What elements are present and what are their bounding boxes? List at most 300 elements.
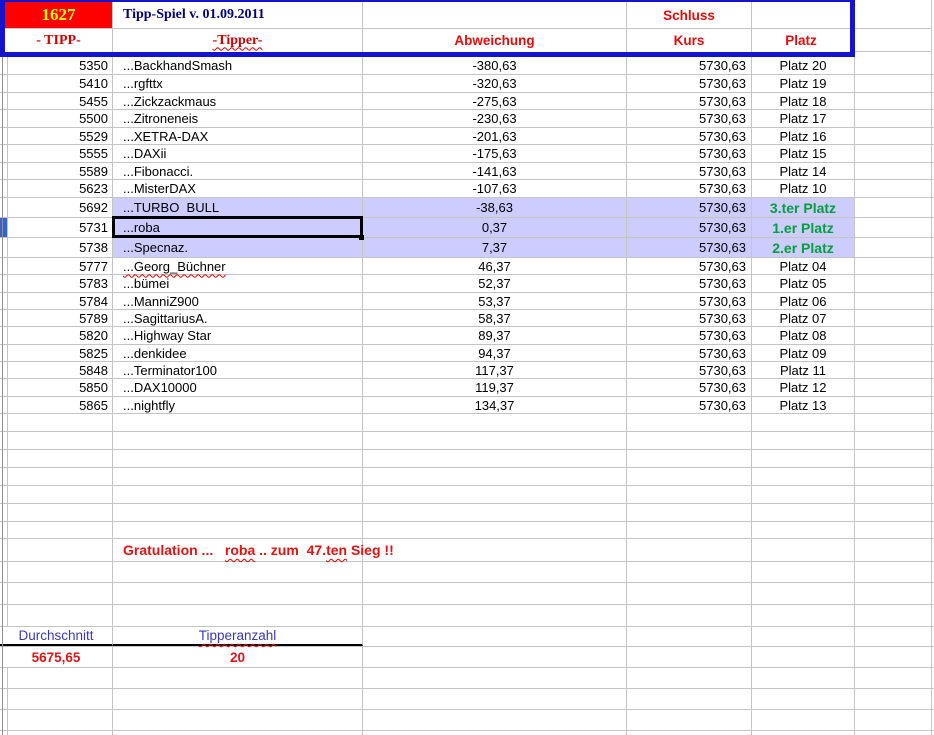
tipper-name: ...Zitroneneis <box>123 111 199 126</box>
cell-kurs[interactable]: 5730,63 <box>627 145 752 162</box>
tipper-name: ...SagittariusA. <box>123 310 208 326</box>
cell-kurs[interactable]: 5730,63 <box>627 275 752 292</box>
cell-tipp[interactable]: 5500 <box>8 110 113 127</box>
platz-header-label: Platz <box>785 33 817 48</box>
cell-kurs[interactable]: 5730,63 <box>627 128 752 144</box>
table-row <box>0 310 934 327</box>
col-header-tipper[interactable] <box>113 29 363 52</box>
cell-empty[interactable] <box>113 504 363 521</box>
cell-empty[interactable] <box>627 710 752 730</box>
cell-empty[interactable] <box>752 647 855 667</box>
cell-abweichung[interactable]: 58,37 <box>363 310 627 326</box>
cell-empty[interactable] <box>8 450 113 467</box>
table-row <box>0 627 934 647</box>
table-row <box>0 710 934 731</box>
table-row <box>0 647 934 668</box>
cell-empty[interactable] <box>8 710 113 730</box>
cell-abweichung[interactable]: 0,37 <box>363 218 627 237</box>
cell-tipper[interactable] <box>113 57 363 74</box>
cell-abweichung[interactable]: -320,63 <box>363 75 627 92</box>
cell-empty[interactable] <box>627 647 752 667</box>
cell-empty[interactable] <box>855 731 932 735</box>
table-row <box>0 379 934 397</box>
cell-empty[interactable] <box>855 145 932 162</box>
tipper-name: ...XETRA-DAX <box>123 128 209 144</box>
cell-empty[interactable] <box>855 486 932 503</box>
cell-empty[interactable] <box>627 689 752 709</box>
header-right-strip <box>855 0 932 57</box>
cell-empty[interactable] <box>113 668 363 688</box>
cell-empty[interactable] <box>363 539 627 561</box>
tipper-name: ...DAXii <box>123 146 167 161</box>
durchschnitt-value: 5675,65 <box>31 649 81 665</box>
tipperanzahl-value-cell[interactable] <box>113 647 363 667</box>
cell-empty[interactable] <box>752 504 855 521</box>
cell-empty[interactable] <box>855 128 932 144</box>
cell-platz[interactable]: Platz 19 <box>752 75 855 92</box>
cell-tipper[interactable] <box>113 128 363 144</box>
cell-empty[interactable] <box>363 468 627 485</box>
game-number: 1627 <box>41 5 76 24</box>
cell-tipp[interactable]: 5820 <box>8 327 113 344</box>
cell-tipp[interactable]: 5777 <box>8 258 113 274</box>
cell-empty[interactable] <box>855 647 932 667</box>
durchschnitt-label-cell[interactable] <box>0 627 113 646</box>
tipper-name: ...Highway Star <box>123 328 212 343</box>
cell-abweichung[interactable]: -380,63 <box>363 57 627 74</box>
cell-empty[interactable] <box>8 414 113 431</box>
cell-empty[interactable] <box>363 689 627 709</box>
cell-empty[interactable] <box>363 710 627 730</box>
cell-empty[interactable] <box>8 468 113 485</box>
cell-tipper[interactable] <box>113 238 363 257</box>
cell-empty[interactable] <box>855 180 932 197</box>
cell-empty[interactable] <box>627 668 752 688</box>
cell-empty[interactable] <box>627 486 752 503</box>
cell-tipper[interactable] <box>113 327 363 344</box>
col-header-tipp[interactable] <box>5 29 113 52</box>
gratulation-cell[interactable] <box>113 539 394 561</box>
cell-empty[interactable] <box>855 218 932 237</box>
cell-platz[interactable]: Platz 08 <box>752 327 855 344</box>
cell-empty[interactable] <box>752 539 855 561</box>
table-row <box>0 75 934 93</box>
table-row <box>0 163 934 180</box>
table-row <box>0 450 934 468</box>
cell-platz[interactable]: Platz 20 <box>752 57 855 74</box>
cell-kurs[interactable]: 5730,63 <box>627 110 752 127</box>
gratulation-segment: .. zum 47. <box>255 542 327 558</box>
table-row <box>0 293 934 310</box>
cell-empty[interactable] <box>627 522 752 538</box>
table-row <box>0 414 934 432</box>
durchschnitt-value-cell[interactable] <box>0 647 113 667</box>
tipperanzahl-label: Tipperanzahl <box>198 628 277 643</box>
cell-empty[interactable] <box>8 668 113 688</box>
cell-kurs[interactable]: 5730,63 <box>627 258 752 274</box>
cell-empty[interactable] <box>113 710 363 730</box>
cell-platz[interactable]: Platz 17 <box>752 110 855 127</box>
table-row <box>0 218 934 238</box>
cell-empty[interactable] <box>363 668 627 688</box>
cell-abweichung[interactable]: 7,37 <box>363 238 627 257</box>
cell-platz[interactable]: Platz 07 <box>752 310 855 326</box>
header-right-cell[interactable] <box>855 29 931 52</box>
cell-tipp[interactable]: 5623 <box>8 180 113 197</box>
cell-empty[interactable] <box>752 731 855 735</box>
game-number-cell[interactable] <box>5 2 113 28</box>
cell-empty[interactable] <box>627 432 752 449</box>
cell-empty[interactable] <box>855 275 932 292</box>
cell-kurs[interactable]: 5730,63 <box>627 218 752 237</box>
cell-empty[interactable] <box>627 605 752 626</box>
cell-empty[interactable] <box>8 605 113 626</box>
cell-empty[interactable] <box>855 163 932 179</box>
gratulation-text <box>113 542 394 558</box>
cell-empty[interactable] <box>363 486 627 503</box>
cell-empty[interactable] <box>752 414 855 431</box>
cell-empty[interactable] <box>8 689 113 709</box>
gratulation-segment: Sieg !! <box>347 542 394 558</box>
cell-platz[interactable]: Platz 15 <box>752 145 855 162</box>
cell-tipp[interactable]: 5825 <box>8 345 113 361</box>
cell-empty[interactable] <box>627 468 752 485</box>
cell-empty[interactable] <box>855 504 932 521</box>
cell-kurs[interactable]: 5730,63 <box>627 379 752 396</box>
table-row <box>0 128 934 145</box>
tipper-name: ...MisterDAX <box>123 181 196 196</box>
cell-kurs[interactable]: 5730,63 <box>627 345 752 361</box>
cell-kurs[interactable]: 5730,63 <box>627 198 752 217</box>
schluss-header-cell[interactable] <box>627 2 752 28</box>
sheet-edge-line <box>2 57 3 735</box>
cell-abweichung[interactable]: 53,37 <box>363 293 627 309</box>
cell-empty[interactable] <box>627 504 752 521</box>
table-row <box>0 605 934 627</box>
cell-empty[interactable] <box>113 450 363 467</box>
cell-platz[interactable]: Platz 16 <box>752 128 855 144</box>
tipper-name: ...nightfly <box>123 397 176 413</box>
cell-kurs[interactable]: 5730,63 <box>627 327 752 344</box>
cell-tipper[interactable] <box>113 145 363 162</box>
table-row <box>0 327 934 345</box>
cell-empty[interactable] <box>8 486 113 503</box>
cell-platz[interactable]: Platz 10 <box>752 180 855 197</box>
cell-empty[interactable] <box>113 562 363 582</box>
cell-empty[interactable] <box>855 57 932 74</box>
cell-empty[interactable] <box>752 450 855 467</box>
cell-empty[interactable] <box>855 450 932 467</box>
cell-empty[interactable] <box>363 605 627 626</box>
cell-empty[interactable] <box>8 539 113 561</box>
cell-kurs[interactable]: 5730,63 <box>627 397 752 413</box>
cell-empty[interactable] <box>627 627 752 646</box>
cell-empty[interactable] <box>627 562 752 582</box>
tipperanzahl-label-cell[interactable] <box>113 627 363 646</box>
cell-empty[interactable] <box>363 504 627 521</box>
table-row <box>0 345 934 362</box>
cell-empty[interactable] <box>855 397 932 413</box>
cell-tipp[interactable]: 5529 <box>8 128 113 144</box>
tipper-name: ...BackhandSmash <box>123 58 233 73</box>
cell-tipp[interactable]: 5350 <box>8 57 113 74</box>
cell-tipp[interactable]: 5865 <box>8 397 113 413</box>
cell-empty[interactable] <box>113 731 363 735</box>
cell-kurs[interactable]: 5730,63 <box>627 57 752 74</box>
cell-kurs[interactable]: 5730,63 <box>627 163 752 179</box>
cell-empty[interactable] <box>113 432 363 449</box>
cell-empty[interactable] <box>855 362 932 378</box>
cell-empty[interactable] <box>752 522 855 538</box>
cell-abweichung[interactable]: 134,37 <box>363 397 627 413</box>
cell-abweichung[interactable]: 89,37 <box>363 327 627 344</box>
cell-empty[interactable] <box>855 238 932 257</box>
table-row <box>0 486 934 504</box>
cell-abweichung[interactable]: 52,37 <box>363 275 627 292</box>
cell-tipper[interactable] <box>113 275 363 292</box>
cell-empty[interactable] <box>855 198 932 217</box>
tipper-name: ...DAX10000 <box>123 380 197 395</box>
cell-tipp[interactable]: 5850 <box>8 379 113 396</box>
cell-empty[interactable] <box>113 414 363 431</box>
cell-tipp[interactable]: 5731 <box>8 218 113 237</box>
header-right-cell[interactable] <box>855 0 931 29</box>
durchschnitt-label: Durchschnitt <box>18 628 94 643</box>
col-header-kurs[interactable] <box>627 29 752 52</box>
tipper-name: ...denkidee <box>123 345 187 361</box>
cell-abweichung[interactable]: -275,63 <box>363 93 627 109</box>
table-row <box>0 258 934 275</box>
cell-empty[interactable] <box>855 110 932 127</box>
cell-tipper[interactable] <box>113 163 363 179</box>
cell-tipp[interactable]: 5692 <box>8 198 113 217</box>
cell-empty[interactable] <box>752 468 855 485</box>
tipper-header-label: -Tipper- <box>212 32 263 48</box>
cell-empty[interactable] <box>752 668 855 688</box>
cell-tipper[interactable] <box>113 110 363 127</box>
cell-empty[interactable] <box>627 731 752 735</box>
cell-empty[interactable] <box>855 605 932 626</box>
cell-empty[interactable] <box>627 414 752 431</box>
schluss-label: Schluss <box>663 7 715 23</box>
table-row <box>0 504 934 522</box>
gratulation-segment: roba <box>224 542 256 558</box>
cell-empty[interactable] <box>363 522 627 538</box>
cell-empty[interactable] <box>627 583 752 604</box>
cell-tipper[interactable] <box>113 362 363 378</box>
cell-kurs[interactable]: 5730,63 <box>627 293 752 309</box>
cell-abweichung[interactable]: 117,37 <box>363 362 627 378</box>
cell-abweichung[interactable]: -107,63 <box>363 180 627 197</box>
cell-empty[interactable] <box>8 504 113 521</box>
cell-tipp[interactable]: 5589 <box>8 163 113 179</box>
cell-tipper[interactable] <box>113 198 363 217</box>
cell-empty[interactable] <box>363 731 627 735</box>
cell-empty[interactable] <box>855 432 932 449</box>
cell-abweichung[interactable]: 119,37 <box>363 379 627 396</box>
cell-empty[interactable] <box>627 539 752 561</box>
cell-kurs[interactable]: 5730,63 <box>627 310 752 326</box>
cell-empty[interactable] <box>855 310 932 326</box>
cell-empty[interactable] <box>113 486 363 503</box>
cell-tipper[interactable] <box>113 397 363 413</box>
cell-empty[interactable] <box>113 689 363 709</box>
table-row <box>0 522 934 539</box>
cell-empty[interactable] <box>855 689 932 709</box>
col-header-abweichung[interactable] <box>363 29 627 52</box>
cell-empty[interactable] <box>855 379 932 396</box>
cell-empty[interactable] <box>363 647 627 667</box>
cell-kurs[interactable]: 5730,63 <box>627 362 752 378</box>
table-row <box>0 275 934 293</box>
cell-tipper[interactable] <box>113 180 363 197</box>
cell-empty[interactable] <box>752 689 855 709</box>
table-row <box>0 689 934 710</box>
cell-empty[interactable] <box>8 562 113 582</box>
cell-empty[interactable] <box>855 522 932 538</box>
cell-empty[interactable] <box>363 583 627 604</box>
cell-tipper[interactable] <box>113 258 363 274</box>
cell-platz[interactable]: 3.ter Platz <box>752 198 855 217</box>
header-empty-cell[interactable] <box>363 2 627 28</box>
cell-abweichung[interactable]: -175,63 <box>363 145 627 162</box>
cell-empty[interactable] <box>8 583 113 604</box>
title-cell[interactable] <box>113 2 363 28</box>
tipper-name: ...bümei <box>123 276 170 291</box>
cell-empty[interactable] <box>113 583 363 604</box>
col-header-platz[interactable] <box>752 29 850 52</box>
cell-empty[interactable] <box>855 93 932 109</box>
cell-empty[interactable] <box>855 293 932 309</box>
cell-kurs[interactable]: 5730,63 <box>627 180 752 197</box>
cell-platz[interactable]: Platz 06 <box>752 293 855 309</box>
cell-platz[interactable]: Platz 14 <box>752 163 855 179</box>
header-block <box>0 0 855 57</box>
table-row <box>0 583 934 605</box>
cell-empty[interactable] <box>855 539 932 561</box>
cell-tipper[interactable] <box>113 75 363 92</box>
table-row <box>0 93 934 110</box>
cell-empty[interactable] <box>752 486 855 503</box>
cell-empty[interactable] <box>855 414 932 431</box>
cell-empty[interactable] <box>363 414 627 431</box>
cell-tipp[interactable]: 5455 <box>8 93 113 109</box>
cell-empty[interactable] <box>8 522 113 538</box>
cell-empty[interactable] <box>855 668 932 688</box>
cell-empty[interactable] <box>627 450 752 467</box>
cell-tipp[interactable]: 5784 <box>8 293 113 309</box>
table-row <box>0 57 934 75</box>
cell-empty[interactable] <box>113 522 363 538</box>
table-row <box>0 238 934 258</box>
header-empty-cell[interactable] <box>752 2 850 28</box>
cell-empty[interactable] <box>855 627 932 646</box>
cell-tipper[interactable] <box>113 345 363 361</box>
cell-platz[interactable]: Platz 12 <box>752 379 855 396</box>
cell-platz[interactable]: Platz 11 <box>752 362 855 378</box>
cell-tipper[interactable] <box>113 93 363 109</box>
table-row <box>0 731 934 735</box>
cell-tipper[interactable] <box>113 218 363 237</box>
cell-tipp[interactable]: 5738 <box>8 238 113 257</box>
cell-empty[interactable] <box>113 468 363 485</box>
cell-tipp[interactable]: 5848 <box>8 362 113 378</box>
cell-empty[interactable] <box>363 432 627 449</box>
cell-empty[interactable] <box>855 345 932 361</box>
cell-empty[interactable] <box>855 75 932 92</box>
cell-abweichung[interactable]: -141,63 <box>363 163 627 179</box>
cell-empty[interactable] <box>855 583 932 604</box>
cell-empty[interactable] <box>363 562 627 582</box>
cell-empty[interactable] <box>8 731 113 735</box>
cell-platz[interactable]: 1.er Platz <box>752 218 855 237</box>
cell-platz[interactable]: Platz 18 <box>752 93 855 109</box>
cell-abweichung[interactable]: -230,63 <box>363 110 627 127</box>
tipp-header-label: - TIPP- <box>36 32 81 48</box>
cell-empty[interactable] <box>8 432 113 449</box>
cell-abweichung[interactable]: -201,63 <box>363 128 627 144</box>
cell-tipp[interactable]: 5789 <box>8 310 113 326</box>
table-row <box>0 397 934 414</box>
cell-platz[interactable]: Platz 13 <box>752 397 855 413</box>
tipper-name: ...Terminator100 <box>123 362 217 378</box>
table-row <box>0 539 934 562</box>
table-row <box>0 562 934 583</box>
cell-empty[interactable] <box>752 432 855 449</box>
cell-platz[interactable]: Platz 04 <box>752 258 855 274</box>
tipper-name: ...Zickzackmaus <box>123 93 217 109</box>
cell-empty[interactable] <box>752 562 855 582</box>
page-title: Tipp-Spiel v. 01.09.2011 <box>123 7 265 22</box>
cell-kurs[interactable]: 5730,63 <box>627 93 752 109</box>
cell-tipp[interactable]: 5410 <box>8 75 113 92</box>
cell-empty[interactable] <box>363 627 627 646</box>
cell-empty[interactable] <box>752 710 855 730</box>
cell-empty[interactable] <box>752 605 855 626</box>
tipper-name: ...Georg_Büchner <box>123 258 226 274</box>
cell-empty[interactable] <box>855 710 932 730</box>
cell-platz[interactable]: Platz 09 <box>752 345 855 361</box>
table-body <box>0 57 934 735</box>
cell-kurs[interactable]: 5730,63 <box>627 75 752 92</box>
cell-abweichung[interactable]: 46,37 <box>363 258 627 274</box>
table-row <box>0 145 934 163</box>
tipper-name: ...ManniZ900 <box>123 293 199 309</box>
cell-empty[interactable] <box>855 562 932 582</box>
table-row <box>0 180 934 198</box>
cell-abweichung[interactable]: -38,63 <box>363 198 627 217</box>
cell-empty[interactable] <box>363 450 627 467</box>
cell-platz[interactable]: 2.er Platz <box>752 238 855 257</box>
cell-tipper[interactable] <box>113 293 363 309</box>
cell-empty[interactable] <box>855 468 932 485</box>
header-row-2 <box>5 29 850 52</box>
cell-empty[interactable] <box>752 583 855 604</box>
gratulation-segment: Gratulation ... <box>123 542 225 558</box>
cell-empty[interactable] <box>855 258 932 274</box>
cell-empty[interactable] <box>855 327 932 344</box>
cell-tipp[interactable]: 5555 <box>8 145 113 162</box>
cell-platz[interactable]: Platz 05 <box>752 275 855 292</box>
cell-kurs[interactable]: 5730,63 <box>627 238 752 257</box>
header-row-1 <box>5 2 850 29</box>
cell-abweichung[interactable]: 94,37 <box>363 345 627 361</box>
cell-empty[interactable] <box>752 627 855 646</box>
cell-tipp[interactable]: 5783 <box>8 275 113 292</box>
cell-tipper[interactable] <box>113 310 363 326</box>
cell-tipper[interactable] <box>113 379 363 396</box>
cell-empty[interactable] <box>113 605 363 626</box>
